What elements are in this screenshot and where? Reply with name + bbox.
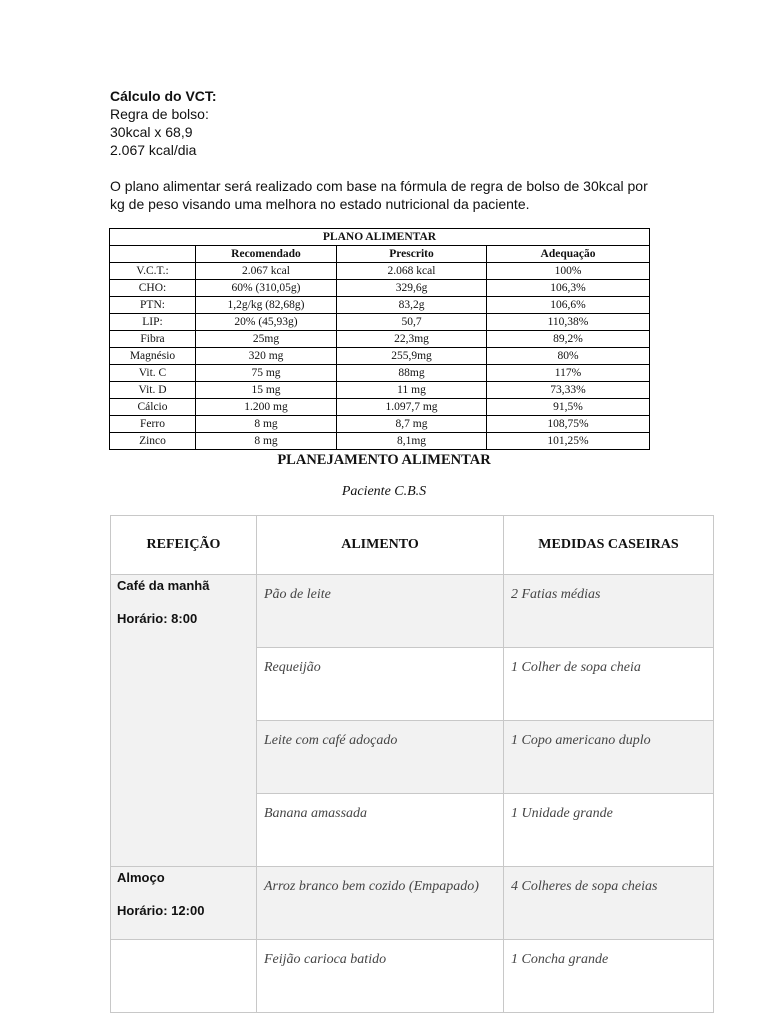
nutrient-value: 1.200 mg bbox=[196, 399, 337, 416]
nutrient-value: 329,6g bbox=[337, 280, 487, 297]
intro-section bbox=[110, 87, 660, 213]
meal-name: Café da manhã bbox=[117, 578, 210, 593]
nutrient-label: Cálcio bbox=[110, 399, 196, 416]
nutrient-row bbox=[110, 365, 650, 382]
rule-result: 2.067 kcal/dia bbox=[110, 142, 197, 158]
food-cell: Requeijão bbox=[257, 648, 504, 721]
rule-label: Regra de bolso: bbox=[110, 106, 209, 122]
nutrient-value: 2.068 kcal bbox=[337, 263, 487, 280]
empty-meal-cell bbox=[111, 940, 257, 1013]
nutrient-row bbox=[110, 382, 650, 399]
plano-title: PLANO ALIMENTAR bbox=[110, 229, 650, 246]
nutrient-row bbox=[110, 314, 650, 331]
nutrient-value: 60% (310,05g) bbox=[196, 280, 337, 297]
nutrient-value: 320 mg bbox=[196, 348, 337, 365]
meal-name: Almoço bbox=[117, 870, 165, 885]
nutrient-label: Vit. C bbox=[110, 365, 196, 382]
nutrient-value: 106,6% bbox=[487, 297, 650, 314]
nutrient-row bbox=[110, 348, 650, 365]
nutrient-value: 50,7 bbox=[337, 314, 487, 331]
plano-header-cell: Prescrito bbox=[337, 246, 487, 263]
measure-cell: 4 Colheres de sopa cheias bbox=[504, 867, 714, 940]
nutrient-label: PTN: bbox=[110, 297, 196, 314]
food-cell: Arroz branco bem cozido (Empapado) bbox=[257, 867, 504, 940]
vct-heading: Cálculo do VCT: bbox=[110, 88, 217, 104]
plano-header-row bbox=[110, 246, 650, 263]
nutrient-row bbox=[110, 416, 650, 433]
meal-header-row bbox=[111, 516, 714, 575]
nutrient-value: 73,33% bbox=[487, 382, 650, 399]
nutrient-value: 75 mg bbox=[196, 365, 337, 382]
measure-cell: 1 Copo americano duplo bbox=[504, 721, 714, 794]
nutrient-value: 8,7 mg bbox=[337, 416, 487, 433]
nutrient-value: 100% bbox=[487, 263, 650, 280]
nutrient-value: 91,5% bbox=[487, 399, 650, 416]
nutrient-label: V.C.T.: bbox=[110, 263, 196, 280]
patient-subtitle: Paciente C.B.S bbox=[341, 484, 427, 499]
nutrient-value: 108,75% bbox=[487, 416, 650, 433]
nutrient-value: 8,1mg bbox=[337, 433, 487, 450]
nutrient-value: 8 mg bbox=[196, 433, 337, 450]
nutrient-value: 80% bbox=[487, 348, 650, 365]
nutrient-value: 88mg bbox=[337, 365, 487, 382]
food-cell: Feijão carioca batido bbox=[257, 940, 504, 1013]
measure-cell: 1 Concha grande bbox=[504, 940, 714, 1013]
meal-header-cell: REFEIÇÃO bbox=[111, 516, 257, 575]
meal-header-cell: ALIMENTO bbox=[257, 516, 504, 575]
planejamento-title: PLANEJAMENTO ALIMENTAR bbox=[277, 452, 491, 468]
nutrient-value: 15 mg bbox=[196, 382, 337, 399]
plano-header-cell: Recomendado bbox=[196, 246, 337, 263]
meal-time: Horário: 8:00 bbox=[117, 611, 198, 626]
nutrient-value: 117% bbox=[487, 365, 650, 382]
nutrient-label: Ferro bbox=[110, 416, 196, 433]
nutrient-label: LIP: bbox=[110, 314, 196, 331]
nutrient-label: Fibra bbox=[110, 331, 196, 348]
nutrient-value: 8 mg bbox=[196, 416, 337, 433]
nutrient-value: 25mg bbox=[196, 331, 337, 348]
nutrient-value: 22,3mg bbox=[337, 331, 487, 348]
nutrient-row bbox=[110, 433, 650, 450]
measure-cell: 1 Colher de sopa cheia bbox=[504, 648, 714, 721]
meal-almoco-cell bbox=[111, 867, 257, 940]
meal-cafe-cell bbox=[111, 575, 257, 867]
nutrient-label: Vit. D bbox=[110, 382, 196, 399]
food-cell: Pão de leite bbox=[257, 575, 504, 648]
plano-header-cell: Adequação bbox=[487, 246, 650, 263]
nutrient-value: 89,2% bbox=[487, 331, 650, 348]
meal-row bbox=[111, 940, 714, 1013]
rule-formula: 30kcal x 68,9 bbox=[110, 124, 193, 140]
food-cell: Leite com café adoçado bbox=[257, 721, 504, 794]
meal-time: Horário: 12:00 bbox=[117, 903, 205, 918]
nutrient-value: 110,38% bbox=[487, 314, 650, 331]
plano-header-cell bbox=[110, 246, 196, 263]
intro-paragraph: O plano alimentar será realizado com base na fórmula de regra de bolso de 30kcal por kg de peso visando uma melhora no estado nutricional da paciente. bbox=[110, 178, 648, 212]
measure-cell: 1 Unidade grande bbox=[504, 794, 714, 867]
nutrient-value: 106,3% bbox=[487, 280, 650, 297]
nutrient-value: 1,2g/kg (82,68g) bbox=[196, 297, 337, 314]
meal-row bbox=[111, 575, 714, 648]
nutrient-value: 1.097,7 mg bbox=[337, 399, 487, 416]
nutrient-value: 11 mg bbox=[337, 382, 487, 399]
nutrient-row bbox=[110, 331, 650, 348]
nutrient-value: 101,25% bbox=[487, 433, 650, 450]
nutrient-value: 2.067 kcal bbox=[196, 263, 337, 280]
nutrient-row bbox=[110, 297, 650, 314]
nutrient-label: Magnésio bbox=[110, 348, 196, 365]
nutrient-row bbox=[110, 263, 650, 280]
nutrient-label: Zinco bbox=[110, 433, 196, 450]
meal-header-cell: MEDIDAS CASEIRAS bbox=[504, 516, 714, 575]
food-cell: Banana amassada bbox=[257, 794, 504, 867]
meal-plan-table bbox=[110, 515, 714, 1013]
measure-cell: 2 Fatias médias bbox=[504, 575, 714, 648]
nutrient-value: 20% (45,93g) bbox=[196, 314, 337, 331]
nutrient-label: CHO: bbox=[110, 280, 196, 297]
meal-row bbox=[111, 867, 714, 940]
nutrient-row bbox=[110, 280, 650, 297]
nutrient-value: 255,9mg bbox=[337, 348, 487, 365]
plano-alimentar-table bbox=[109, 228, 650, 450]
nutrient-row bbox=[110, 399, 650, 416]
nutrient-value: 83,2g bbox=[337, 297, 487, 314]
